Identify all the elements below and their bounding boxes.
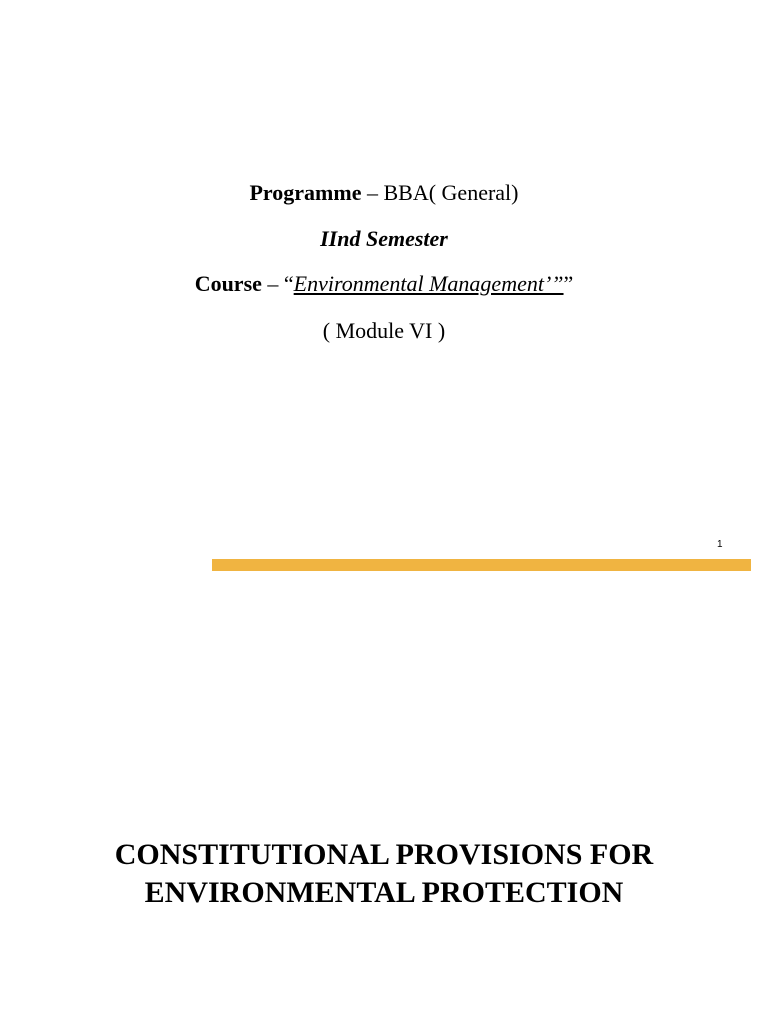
course-line [0,271,768,297]
programme-line [0,180,768,206]
semester-text: IInd Semester [320,226,448,251]
title-line-1: CONSTITUTIONAL PROVISIONS FOR [114,838,654,871]
course-value: Environmental Management’” [293,271,564,296]
programme-separator: – [361,180,384,205]
course-separator: – “ [261,271,294,296]
programme-value: BBA( General) [383,180,519,205]
semester-line [0,226,768,252]
course-label: Course [194,271,262,296]
section-divider [212,559,751,571]
page-number: 1 [717,539,723,550]
module-line [0,318,768,344]
module-text: ( Module VI ) [322,318,446,343]
title-line-2: ENVIRONMENTAL PROTECTION [144,876,624,909]
programme-label: Programme [249,180,362,205]
course-close-quote: ” [563,271,574,296]
document-title [0,836,768,912]
